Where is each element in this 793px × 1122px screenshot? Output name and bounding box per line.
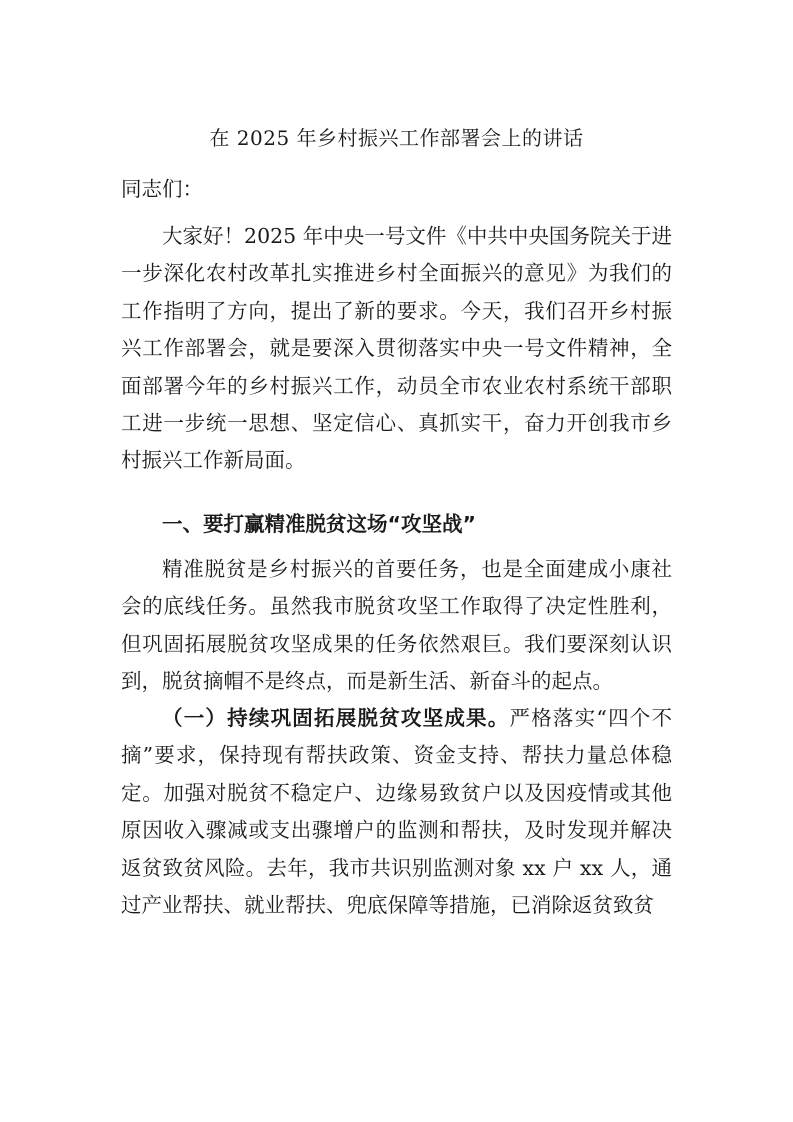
paragraph-consolidate: [121, 700, 672, 924]
document-title: 在 2025 年乡村振兴工作部署会上的讲话: [209, 126, 584, 150]
paragraph-lead: （一）持续巩固拓展脱贫攻坚成果。: [162, 706, 510, 730]
section-heading-1: 一、要打赢精准脱贫这场“攻坚战”: [162, 512, 476, 536]
paragraph-poverty: 精准脱贫是乡村振兴的首要任务，也是全面建成小康社会的底线任务。虽然我市脱贫攻坚工作取得了决定性胜利，但巩固拓展脱贫攻坚成果的任务依然艰巨。我们要深刻认识到，脱贫摘帽不是终点，而是新生活、新奋斗的起点。: [121, 557, 672, 694]
paragraph-body: 严格落实“四个不摘”要求，保持现有帮扶政策、资金支持、帮扶力量总体稳定。加强对脱贫不稳定户、边缘易致贫户以及因疫情或其他原因收入骤减或支出骤增户的监测和帮扶，及时发现并解决返贫致贫风险。去年，我市共识别监测对象 xx 户 xx 人，通过产业帮扶、就业帮扶、兜底保障等措施，已消除返贫致贫: [121, 706, 673, 918]
salutation: 同志们：: [121, 177, 203, 201]
paragraph-intro: 大家好！2025 年中央一号文件《中共中央国务院关于进一步深化农村改革扎实推进乡村全面振兴的意见》为我们的工作指明了方向，提出了新的要求。今天，我们召开乡村振兴工作部署会，就是要深入贯彻落实中央一号文件精神，全面部署今年的乡村振兴工作，动员全市农业农村系统干部职工进一步统一思想、坚定信心、真抓实干，奋力开创我市乡村振兴工作新局面。: [121, 224, 672, 473]
